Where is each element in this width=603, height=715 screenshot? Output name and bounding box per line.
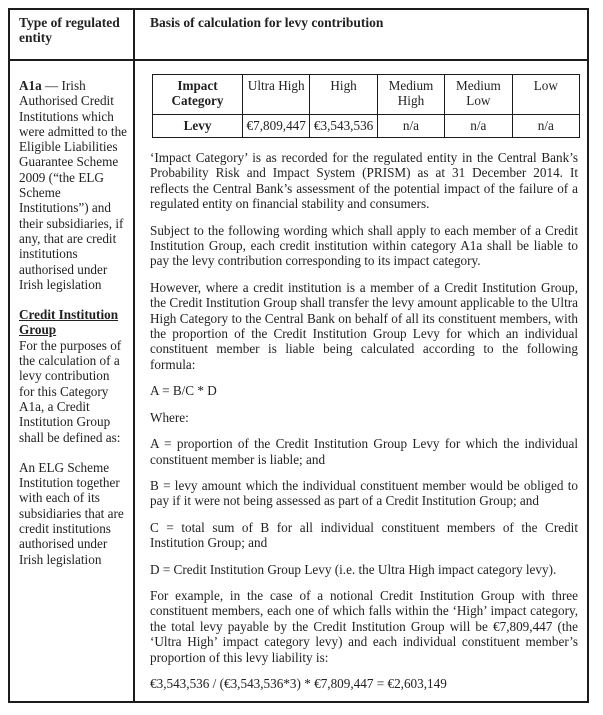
paragraph-subject-to-wording: Subject to the following wording which shall apply to each member of a Credit Institution Group, each credit institution within category A1a shall be liable to pay the levy contribution corresponding to its impact category. xyxy=(150,222,578,269)
impact-category-header-cell: Impact Category xyxy=(153,75,243,115)
group-definition-intro: For the purposes of the calculation of a levy contribution for this Category A1a, a Credit Institution Group shall be defined as: xyxy=(19,337,122,445)
formula-term-a: A = proportion of the Credit Institution Group Levy for which the individual constituent member is liable; and xyxy=(150,436,578,467)
entity-description-cell xyxy=(10,61,135,701)
entity-code: A1a xyxy=(19,78,42,93)
formula-term-d: D = Credit Institution Group Levy (i.e. the Ultra High impact category levy). xyxy=(150,561,557,577)
levy-row xyxy=(153,115,580,138)
impact-table-header-row xyxy=(153,75,580,115)
impact-col-medium-high: Medium High xyxy=(377,75,444,115)
impact-col-medium-low: Medium Low xyxy=(445,75,512,115)
impact-category-table xyxy=(152,74,580,138)
formula-term-c: C = total sum of B for all individual constituent members of the Credit Institution Group; and xyxy=(150,519,578,551)
levy-value-medium-low: n/a xyxy=(445,115,512,138)
levy-value-medium-high: n/a xyxy=(377,115,444,138)
levy-contribution-table xyxy=(8,8,589,703)
paragraph-example: For example, in the case of a notional Credit Institution Group with three constituent members, each one of which falls within the ‘High’ impact category, the total levy payable by the Credit Institution Group will be €7,809,447 (the ‘Ultra High’ impact category levy) and each individual constituent member’s proportion of this levy liability is: xyxy=(150,587,578,665)
impact-col-high: High xyxy=(310,75,377,115)
levy-value-high: €3,543,536 xyxy=(310,115,377,138)
entity-intro-text: — Irish Authorised Credit Institutions which were admitted to the Eligible Liabilities Guarantee Scheme 2009 (“the ELG Scheme Institutions”) and their subsidiaries, if any, that are credit institutions authorised under Irish legislation xyxy=(19,78,128,292)
table-body-row xyxy=(10,61,587,701)
group-definition: An ELG Scheme Institution together with each of its subsidiaries that are credit institutions authorised under Irish legislation xyxy=(19,459,124,567)
levy-row-label: Levy xyxy=(153,115,243,138)
levy-value-low: n/a xyxy=(512,115,579,138)
paragraph-impact-category-definition: ‘Impact Category’ is as recorded for the regulated entity in the Central Bank’s Probability Risk and Impact System (PRISM) as at 31 December 2014. It reflects the Central Bank’s assessment of the potential impact of the failure of a regulated entity on financial stability and consumers. xyxy=(150,150,578,212)
column-header-type-of-regulated-entity: Type of regulated entity xyxy=(10,10,135,59)
impact-col-low: Low xyxy=(512,75,579,115)
column-header-basis-of-calculation: Basis of calculation for levy contribution xyxy=(150,15,384,30)
entity-intro-paragraph xyxy=(19,78,128,292)
formula-term-b: B = levy amount which the individual constituent member would be obliged to pay if it were not being assessed as part of a Credit Institution Group; and xyxy=(150,477,578,509)
example-calculation-line: €3,543,536 / (€3,543,536*3) * €7,809,447 = €2,603,149 xyxy=(150,675,447,691)
levy-value-ultra-high: €7,809,447 xyxy=(243,115,310,138)
credit-institution-group-heading-block xyxy=(19,307,128,338)
table-header-row xyxy=(10,10,587,61)
basis-of-calculation-cell xyxy=(135,61,587,701)
formula-line: A = B/C * D xyxy=(150,383,217,399)
impact-col-ultra-high: Ultra High xyxy=(243,75,310,115)
paragraph-group-transfer-rule: However, where a credit institution is a member of a Credit Institution Group, the Credit Institution Group shall transfer the levy amount applicable to the Ultra High Category to the Central Bank on behalf of all its constituent members, with the proportion of the Credit Institution Group Levy for which an individual constituent member is liable being calculated according to the following formula: xyxy=(150,279,578,372)
formula-where-label: Where: xyxy=(150,409,189,425)
credit-institution-group-heading: Credit Institution Group xyxy=(19,307,119,338)
